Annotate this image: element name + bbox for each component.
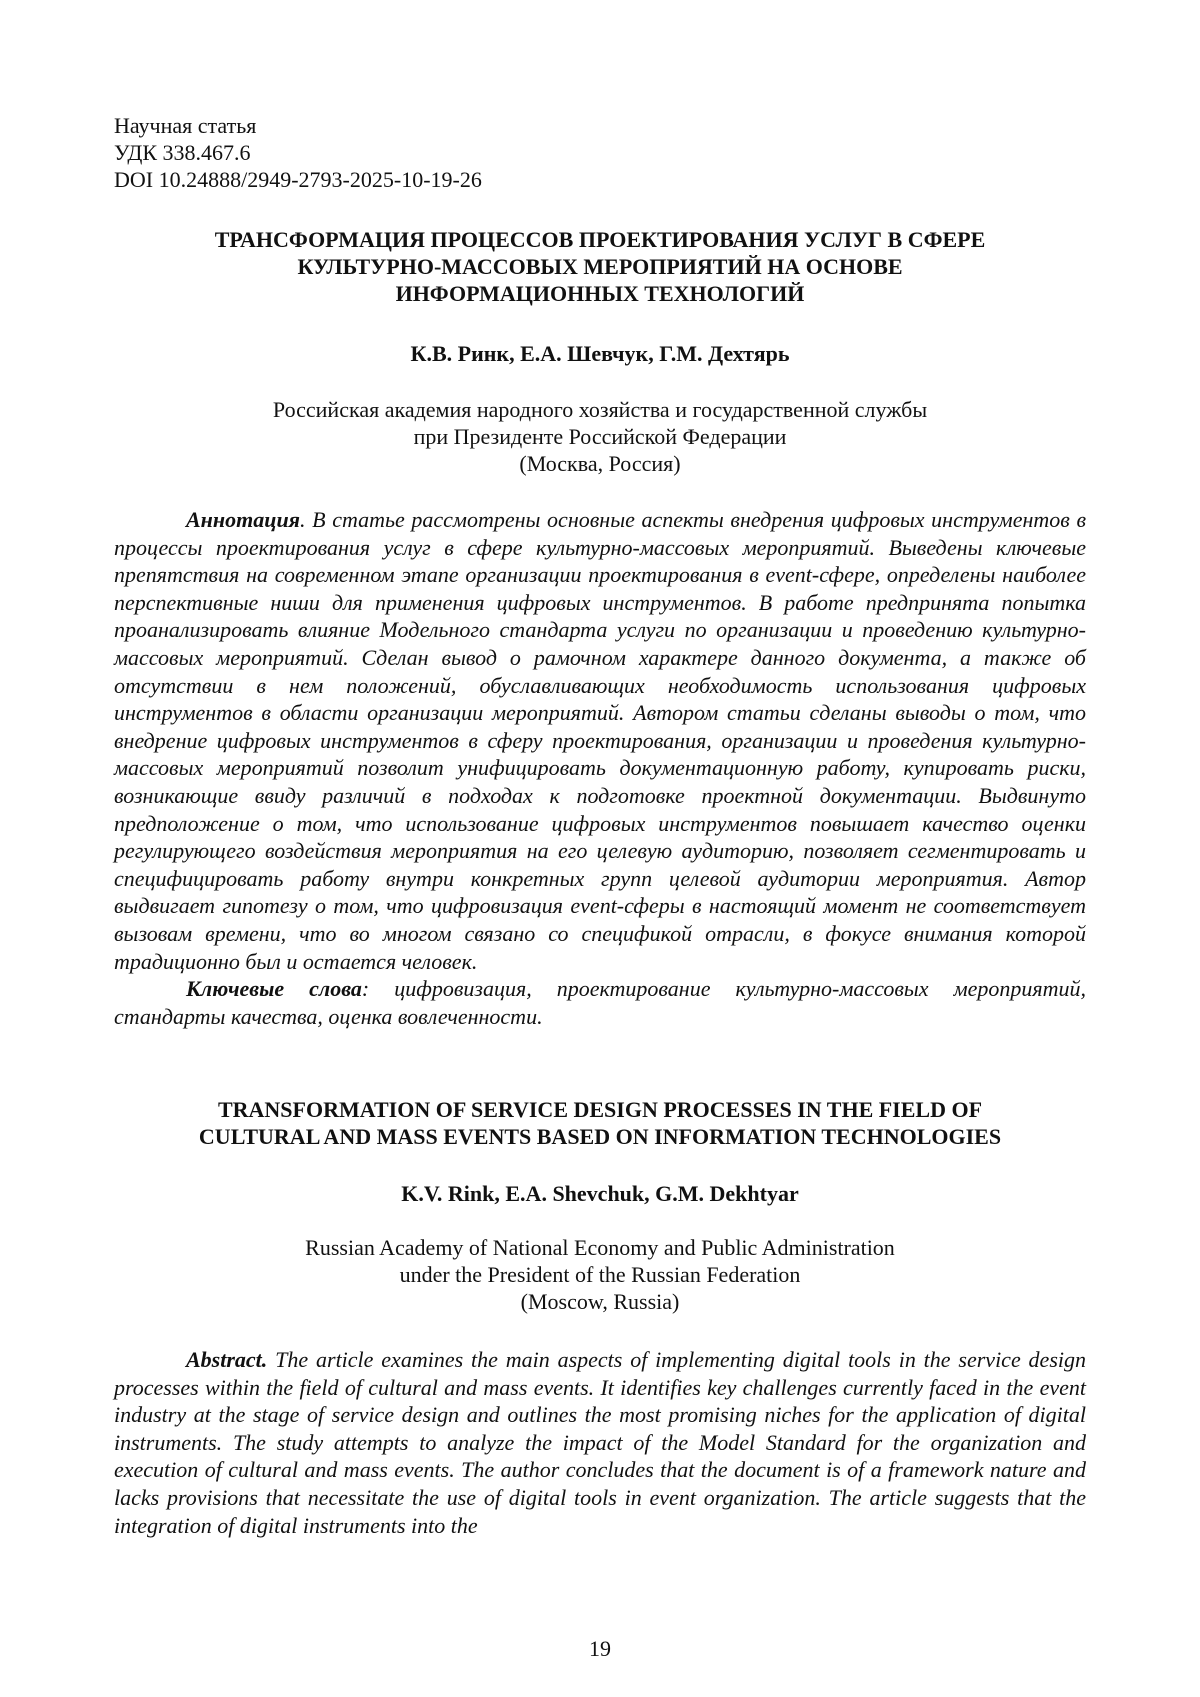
affiliation-en-line: Russian Academy of National Economy and Public Administration <box>114 1234 1086 1261</box>
journal-page <box>0 0 1200 1697</box>
affiliation-ru-line: Российская академия народного хозяйства и государственной службы <box>114 396 1086 423</box>
udc-code: УДК 338.467.6 <box>114 139 482 166</box>
abstract-en-text: The article examines the main aspects of implementing digital tools in the service design processes within the field of cultural and mass events. It identifies key challenges currently faced in the event industry at the stage of service design and outlines the most promising niches for the application of digital instruments. The study attempts to analyze the impact of the Model Standard for the organization and execution of cultural and mass events. The author concludes that the document is of a framework nature and lacks provisions that necessitate the use of digital tools in event organization. The article suggests that the integration of digital instruments into the <box>114 1347 1086 1538</box>
affiliation-ru <box>114 396 1086 477</box>
title-en-line: CULTURAL AND MASS EVENTS BASED ON INFORMATION TECHNOLOGIES <box>114 1123 1086 1150</box>
title-en-line: TRANSFORMATION OF SERVICE DESIGN PROCESSES IN THE FIELD OF <box>114 1096 1086 1123</box>
abstract-ru-paragraph <box>114 506 1086 975</box>
abstract-ru-label: Аннотация <box>186 507 300 532</box>
doi: DOI 10.24888/2949-2793-2025-10-19-26 <box>114 166 482 193</box>
article-meta <box>114 112 482 193</box>
article-type: Научная статья <box>114 112 482 139</box>
affiliation-en-line: under the President of the Russian Federation <box>114 1261 1086 1288</box>
title-ru-line: КУЛЬТУРНО-МАССОВЫХ МЕРОПРИЯТИЙ НА ОСНОВЕ <box>114 253 1086 280</box>
keywords-ru-text: : цифровизация, проектирование культурно-массовых мероприятий, стандарты качества, оценка вовлеченности. <box>114 976 1086 1029</box>
abstract-en <box>114 1346 1086 1539</box>
affiliation-en-line: (Moscow, Russia) <box>114 1288 1086 1315</box>
abstract-en-label: Abstract. <box>186 1347 267 1372</box>
page-number: 19 <box>0 1635 1200 1662</box>
authors-ru: К.В. Ринк, Е.А. Шевчук, Г.М. Дехтярь <box>114 340 1086 367</box>
affiliation-ru-line: при Президенте Российской Федерации <box>114 423 1086 450</box>
keywords-ru-paragraph <box>114 975 1086 1030</box>
abstract-en-paragraph <box>114 1346 1086 1539</box>
title-en <box>114 1096 1086 1150</box>
title-ru-line: ИНФОРМАЦИОННЫХ ТЕХНОЛОГИЙ <box>114 280 1086 307</box>
keywords-ru-label: Ключевые слова <box>186 976 362 1001</box>
title-ru-line: ТРАНСФОРМАЦИЯ ПРОЦЕССОВ ПРОЕКТИРОВАНИЯ УСЛУГ В СФЕРЕ <box>114 226 1086 253</box>
abstract-ru-text: . В статье рассмотрены основные аспекты внедрения цифровых инструментов в процессы проектирования услуг в сфере культурно-массовых мероприятий. Выведены ключевые препятствия на современном этапе организации проектирования в event-сфере, определены наиболее перспективные ниши для применения цифровых инструментов. В работе предпринята попытка проанализировать влияние Модельного стандарта услуги по организации и проведению культурно-массовых мероприятий. Сделан вывод о рамочном характере данного документа, а также об отсутствии в нем положений, обуславливающих необходимость использования цифровых инструментов в области организации мероприятий. Автором статьи сделаны выводы о том, что внедрение цифровых инструментов в сферу проектирования, организации и проведения культурно-массовых мероприятий позволит унифицировать документационную работу, купировать риски, возникающие ввиду различий в подходах к подготовке проектной документации. Выдвинуто предположение о том, что использование цифровых инструментов повышает качество оценки регулирующего воздействия мероприятия на его целевую аудиторию, позволяет сегментировать и специфицировать работу внутри конкретных групп целевой аудитории мероприятия. Автор выдвигает гипотезу о том, что цифровизация event-сферы в настоящий момент не соответствует вызовам времени, что во многом связано со спецификой отрасли, в фокусе внимания которой традиционно был и остается человек. <box>114 507 1086 974</box>
authors-en: K.V. Rink, E.A. Shevchuk, G.M. Dekhtyar <box>114 1180 1086 1207</box>
title-ru <box>114 226 1086 307</box>
affiliation-en <box>114 1234 1086 1315</box>
affiliation-ru-line: (Москва, Россия) <box>114 450 1086 477</box>
abstract-ru <box>114 506 1086 1030</box>
